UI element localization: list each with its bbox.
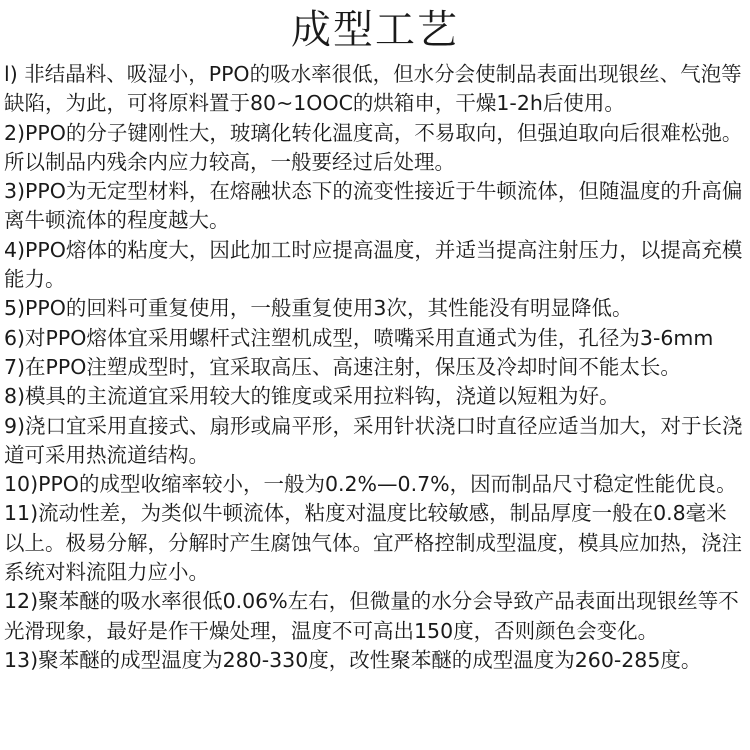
process-item-2: 2)PPO的分子键刚性大，玻璃化转化温度高，不易取向，但强迫取向后很难松弛。所以制品内残余内应力较高，一般要经过后处理。 xyxy=(4,120,743,174)
process-item-13: 13)聚苯醚的成型温度为280-330度，改性聚苯醚的成型温度为260-285度。 xyxy=(4,647,702,672)
process-item-6: 6)对PPO熔体宜采用螺杆式注塑机成型，喷嘴采用直通式为佳，孔径为3-6mm xyxy=(4,325,714,350)
process-list xyxy=(4,60,746,675)
process-item-10: 10)PPO的成型收缩率较小，一般为0.2%—0.7%，因而制品尺寸稳定性能优良。 xyxy=(4,472,737,497)
process-item-8: 8)模具的主流道宜采用较大的锥度或采用拉料钩，浇道以短粗为好。 xyxy=(4,384,620,409)
process-item-1: l) 非结晶料、吸湿小，PPO的吸水率很低，但水分会使制品表面出现银丝、气泡等缺陷，为此，可将原料置于80~1OOC的烘箱申，干燥1-2h后使用。 xyxy=(4,62,742,116)
process-item-4: 4)PPO熔体的粘度大，因此加工时应提高温度，并适当提高注射压力，以提高充模能力。 xyxy=(4,237,743,292)
process-item-11: 11)流动性差，为类似牛顿流体，粘度对温度比较敏感，制品厚度一般在0.8毫米以上。极易分解，分解时产生腐蚀气体。宜严格控制成型温度，模具应加热，浇注系统对料流阻力应小。 xyxy=(4,501,742,585)
process-item-5: 5)PPO的回料可重复使用，一般重复使用3次，其性能没有明显降低。 xyxy=(4,296,633,321)
process-item-12: 12)聚苯醚的吸水率很低0.06%左右，但微量的水分会导致产品表面出现银丝等不光滑现象，最好是作干燥处理，温度不可高出150度，否则颜色会变化。 xyxy=(4,589,739,643)
process-item-9: 9)浇口宜采用直接式、扇形或扁平形，采用针状浇口时直径应适当加大，对于长浇道可采用热流道结构。 xyxy=(4,413,743,467)
process-item-3: 3)PPO为无定型材料，在熔融状态下的流变性接近于牛顿流体，但随温度的升高偏离牛顿流体的程度越大。 xyxy=(4,179,743,233)
page-title: 成型工艺 xyxy=(291,7,459,53)
process-item-7: 7)在PPO注塑成型时，宜采取高压、高速注射，保压及冷却时间不能太长。 xyxy=(4,354,681,379)
